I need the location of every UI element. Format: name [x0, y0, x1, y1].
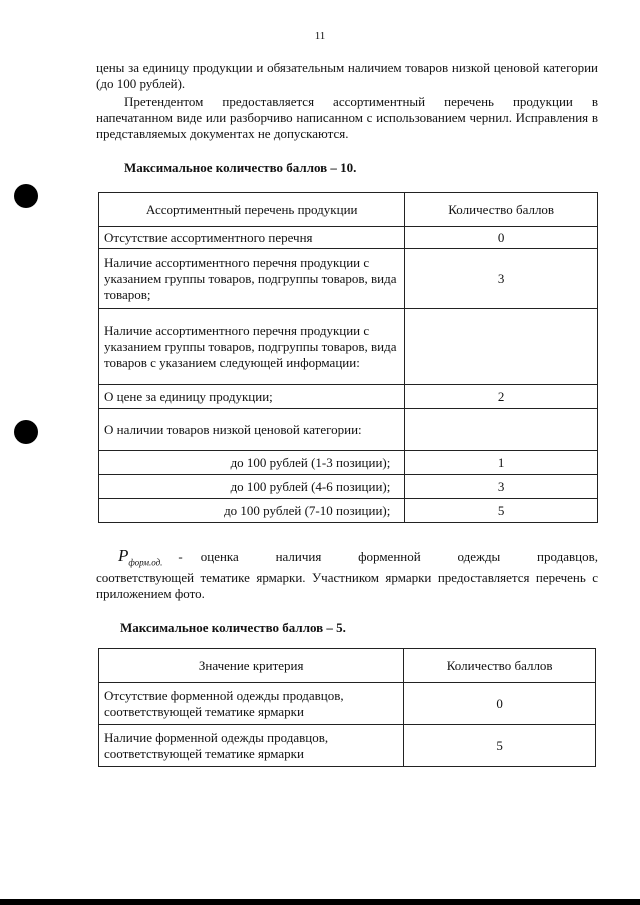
table-row [99, 499, 598, 523]
header-score: Количество баллов [404, 649, 596, 683]
score-cell: 2 [405, 385, 598, 409]
table-row [99, 475, 598, 499]
table-header-row [99, 649, 596, 683]
table-row [99, 725, 596, 767]
header-criterion: Ассортиментный перечень продукции [99, 193, 405, 227]
criterion-cell: О наличии товаров низкой ценовой категории: [99, 409, 405, 451]
paragraph-prices: цены за единицу продукции и обязательным наличием товаров низкой ценовой категории (до 100 рублей). [96, 60, 598, 91]
score-cell: 0 [404, 683, 596, 725]
table-row [99, 227, 598, 249]
criterion-cell: Отсутствие ассортиментного перечня [99, 227, 405, 249]
uniform-text-line1: оценка наличия форменной одежды продавцов, [200, 549, 598, 564]
score-cell: 0 [405, 227, 598, 249]
page-number: 11 [314, 30, 326, 42]
score-cell: 5 [405, 499, 598, 523]
paragraph-uniform [96, 548, 598, 602]
score-cell [405, 409, 598, 451]
score-cell: 1 [405, 451, 598, 475]
criterion-cell: до 100 рублей (7-10 позиции); [99, 499, 405, 523]
formula-term [118, 548, 162, 570]
max-score-heading-2: Максимальное количество баллов – 5. [120, 620, 346, 635]
criterion-cell: Наличие ассортиментного перечня продукции с указанием группы товаров, подгруппы товаров, вида товаров; [99, 249, 405, 309]
table-header-row [99, 193, 598, 227]
table-row [99, 309, 598, 385]
score-cell: 3 [405, 475, 598, 499]
paragraph-assortment: Претендентом предоставляется ассортиментный перечень продукции в напечатанном виде или разборчиво написанном с использованием чернил. Исправления в представляемых документах не допускаются. [96, 94, 598, 141]
score-cell: 3 [405, 249, 598, 309]
table-row [99, 409, 598, 451]
formula-dash: - [178, 549, 183, 564]
max-score-heading-1: Максимальное количество баллов – 10. [124, 160, 357, 175]
table-row [99, 451, 598, 475]
assortment-score-table [98, 192, 598, 523]
criterion-cell: Наличие форменной одежды продавцов, соответствующей тематике ярмарки [99, 725, 404, 767]
table-row [99, 385, 598, 409]
header-score: Количество баллов [405, 193, 598, 227]
table-row [99, 683, 596, 725]
formula-subscript: форм.од. [128, 557, 163, 568]
punch-hole-bottom [14, 420, 38, 444]
punch-hole-top [14, 184, 38, 208]
criterion-cell: О цене за единицу продукции; [99, 385, 405, 409]
score-cell [405, 309, 598, 385]
formula-symbol: P [118, 546, 129, 565]
table-row [99, 249, 598, 309]
criterion-cell: Наличие ассортиментного перечня продукции с указанием группы товаров, подгруппы товаров, вида товаров с указанием следующей информации: [99, 309, 405, 385]
uniform-text-rest: соответствующей тематике ярмарки. Участником ярмарки предоставляется перечень с приложением фото. [96, 570, 598, 602]
header-criterion: Значение критерия [99, 649, 404, 683]
score-cell: 5 [404, 725, 596, 767]
criterion-cell: до 100 рублей (4-6 позиции); [99, 475, 405, 499]
criterion-cell: Отсутствие форменной одежды продавцов, соответствующей тематике ярмарки [99, 683, 404, 725]
uniform-score-table [98, 648, 596, 767]
criterion-cell: до 100 рублей (1-3 позиции); [99, 451, 405, 475]
scan-edge-bar [0, 899, 640, 905]
